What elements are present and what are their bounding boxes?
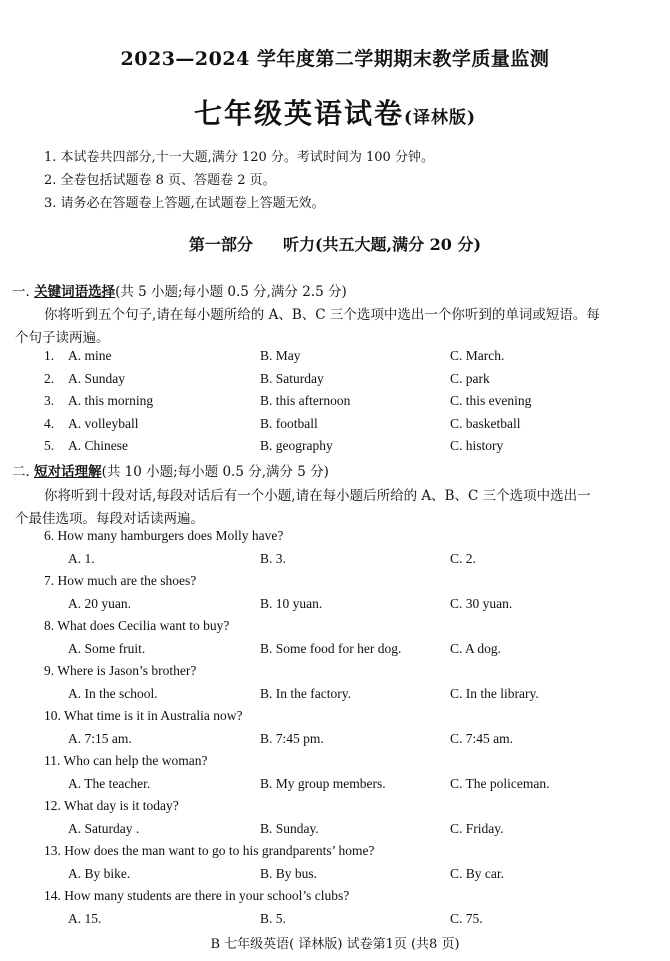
option-a: A. 1.: [68, 551, 95, 566]
option-b: B. 5.: [260, 911, 286, 926]
instruction-note: 1. 本试卷共四部分,十一大题,满分 120 分。考试时间为 100 分钟。: [44, 150, 434, 165]
option-a: A. 15.: [68, 911, 102, 926]
exam-title-edition: (译林版): [403, 108, 477, 128]
part-one-heading: [0, 232, 670, 255]
option-b: B. Saturday: [260, 371, 324, 386]
option-c: C. this evening: [450, 393, 532, 408]
question-text: 12. What day is it today?: [44, 798, 179, 813]
exam-title: [0, 92, 670, 132]
option-a: A. Sunday: [68, 371, 125, 386]
option-b: B. In the factory.: [260, 686, 351, 701]
part-one-title: 听力(共五大题,满分 20 分): [282, 235, 482, 254]
question-text: 13. How does the man want to go to his grandparents’ home?: [44, 843, 375, 858]
question-text: 6. How many hamburgers does Molly have?: [44, 528, 284, 543]
section-one-instructions: 你将听到五个句子,请在每小题所给的 A、B、C 三个选项中选出一个你听到的单词或短语。每: [44, 307, 600, 323]
item-number: 4.: [44, 416, 55, 431]
option-a: A. 20 yuan.: [68, 596, 131, 611]
option-c: C. By car.: [450, 866, 504, 881]
option-b: B. May: [260, 348, 301, 363]
option-a: A. Saturday .: [68, 821, 140, 836]
question-text: 7. How much are the shoes?: [44, 573, 197, 588]
question-text: 14. How many students are there in your school’s clubs?: [44, 888, 350, 903]
option-c: C. 2.: [450, 551, 476, 566]
option-c: C. A dog.: [450, 641, 502, 656]
item-number: 2.: [44, 371, 55, 386]
section-two-score: (共 10 小题;每小题 0.5 分,满分 5 分): [101, 464, 329, 480]
question-text: 11. Who can help the woman?: [44, 753, 208, 768]
option-c: C. 75.: [450, 911, 483, 926]
section-two-title: 短对话理解: [34, 464, 102, 480]
instruction-note: 2. 全卷包括试题卷 8 页、答题卷 2 页。: [44, 173, 276, 188]
option-b: B. Some food for her dog.: [260, 641, 402, 656]
option-c: C. park: [450, 371, 490, 386]
question-text: 9. Where is Jason’s brother?: [44, 663, 197, 678]
option-b: B. 7:45 pm.: [260, 731, 324, 746]
option-c: C. In the library.: [450, 686, 539, 701]
instruction-note: 3. 请务必在答题卷上答题,在试题卷上答题无效。: [44, 196, 325, 211]
section-one-heading: [12, 280, 347, 300]
part-one-label: 第一部分: [188, 235, 253, 254]
option-b: B. geography: [260, 438, 333, 453]
option-c: C. 7:45 am.: [450, 731, 513, 746]
option-a: A. this morning: [68, 393, 154, 408]
section-two-heading: [12, 460, 329, 480]
item-number: 5.: [44, 438, 55, 453]
option-a: A. Some fruit.: [68, 641, 146, 656]
option-b: B. Sunday.: [260, 821, 319, 836]
section-one-score: (共 5 小题;每小题 0.5 分,满分 2.5 分): [115, 284, 347, 300]
option-c: C. 30 yuan.: [450, 596, 513, 611]
option-a: A. In the school.: [68, 686, 158, 701]
option-b: B. By bus.: [260, 866, 318, 881]
option-c: C. The policeman.: [450, 776, 550, 791]
item-number: 1.: [44, 348, 55, 363]
option-a: A. volleyball: [68, 416, 139, 431]
exam-heading: 2023—2024 学年度第二学期期末教学质量监测: [120, 48, 550, 70]
option-a: A. Chinese: [68, 438, 128, 453]
option-a: A. 7:15 am.: [68, 731, 132, 746]
option-b: B. this afternoon: [260, 393, 351, 408]
option-a: A. By bike.: [68, 866, 131, 881]
section-two-instructions-cont: 个最佳选项。每段对话读两遍。: [15, 511, 204, 527]
question-text: 10. What time is it in Australia now?: [44, 708, 243, 723]
option-c: C. Friday.: [450, 821, 504, 836]
option-b: B. 10 yuan.: [260, 596, 323, 611]
option-a: A. mine: [68, 348, 112, 363]
option-a: A. The teacher.: [68, 776, 151, 791]
section-one-instructions-cont: 个句子读两遍。: [15, 330, 110, 346]
page-footer: B 七年级英语( 译林版) 试卷第1页 (共8 页): [210, 937, 460, 952]
option-b: B. football: [260, 416, 318, 431]
item-number: 3.: [44, 393, 55, 408]
option-c: C. March.: [450, 348, 505, 363]
question-text: 8. What does Cecilia want to buy?: [44, 618, 230, 633]
exam-title-main: 七年级英语试卷: [193, 97, 404, 130]
section-two-number: 二.: [12, 464, 30, 480]
section-two-instructions: 你将听到十段对话,每段对话后有一个小题,请在每小题后所给的 A、B、C 三个选项中选出一: [44, 488, 591, 504]
option-b: B. My group members.: [260, 776, 386, 791]
section-one-number: 一.: [12, 284, 30, 300]
option-c: C. history: [450, 438, 504, 453]
option-c: C. basketball: [450, 416, 521, 431]
option-b: B. 3.: [260, 551, 286, 566]
section-one-title: 关键词语选择: [34, 284, 116, 300]
